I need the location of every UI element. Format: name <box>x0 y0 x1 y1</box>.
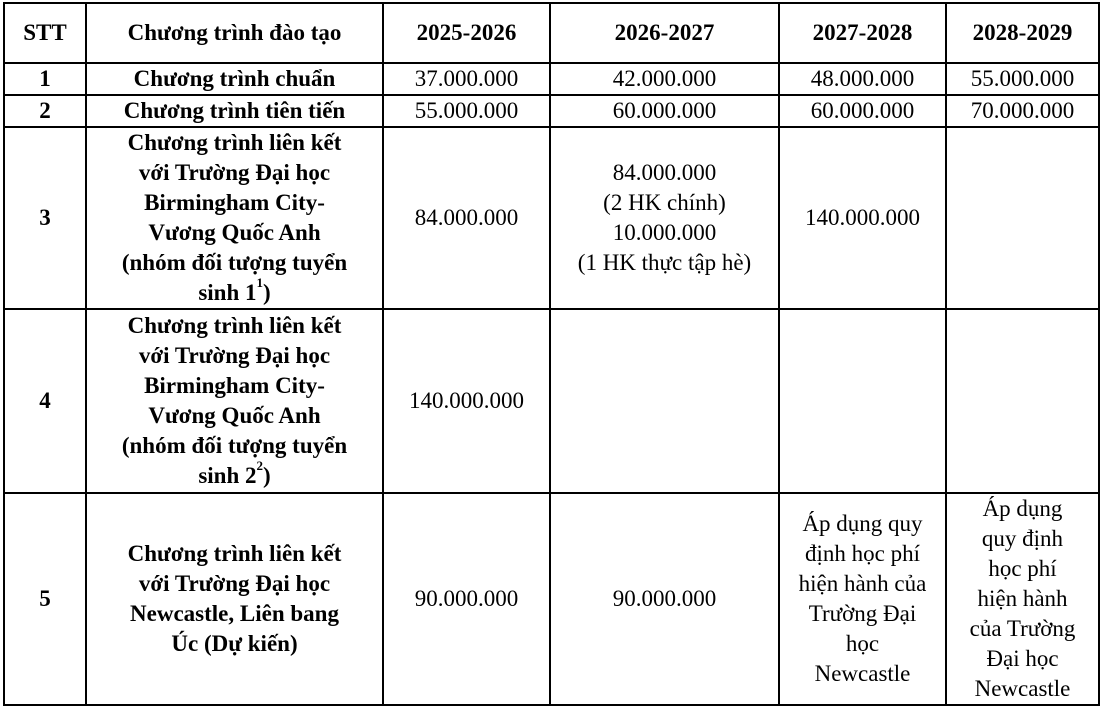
fee-line: (1 HK thực tập hè) <box>577 250 752 275</box>
fee-line: Áp dụng <box>982 496 1063 521</box>
fee-2026-2027: 42.000.000 <box>550 63 779 95</box>
table-row <box>4 95 1099 127</box>
fee-line: học phí <box>988 556 1057 581</box>
program-line <box>90 275 379 308</box>
fee-2025-2026: 140.000.000 <box>383 309 550 493</box>
fee-2027-2028: 60.000.000 <box>779 95 946 127</box>
fee-line: hiện hành <box>977 586 1068 611</box>
program-line: Birmingham City- <box>144 190 325 215</box>
header-2027-2028: 2027-2028 <box>779 3 946 63</box>
table-row <box>4 63 1099 95</box>
row-program: Chương trình chuẩn <box>86 63 383 95</box>
program-line: Birmingham City- <box>144 373 325 398</box>
fee-line: Đại học <box>986 646 1059 671</box>
program-line: Chương trình liên kết <box>127 130 342 155</box>
fee-2025-2026: 55.000.000 <box>383 95 550 127</box>
program-line: (nhóm đối tượng tuyển <box>121 250 348 275</box>
fee-line: quy định <box>981 526 1064 551</box>
fee-line: định học phí <box>805 541 920 566</box>
row-program <box>86 309 383 493</box>
program-line-text: sinh 2 <box>198 463 257 488</box>
fee-2026-2027: 90.000.000 <box>550 493 779 705</box>
program-line-close: ) <box>263 463 271 488</box>
fee-line: của Trường <box>969 616 1076 641</box>
header-2026-2027: 2026-2027 <box>550 3 779 63</box>
fee-2026-2027 <box>550 309 779 493</box>
program-line-close: ) <box>263 280 271 305</box>
row-program: Chương trình tiên tiến <box>86 95 383 127</box>
footnote-marker: 1 <box>256 275 263 291</box>
program-line: Chương trình liên kết <box>127 313 342 338</box>
program-line: với Trường Đại học <box>138 343 331 368</box>
fee-2028-2029 <box>946 309 1099 493</box>
fee-2027-2028: 48.000.000 <box>779 63 946 95</box>
table-row <box>4 127 1099 309</box>
program-line: Newcastle, Liên bang <box>130 601 339 626</box>
fee-2027-2028 <box>779 309 946 493</box>
row-stt: 2 <box>4 95 86 127</box>
footnote-marker: 2 <box>256 458 263 474</box>
row-program <box>86 127 383 309</box>
row-stt: 4 <box>4 309 86 493</box>
fee-2028-2029 <box>946 493 1099 705</box>
fee-line: Trường Đại <box>808 601 917 626</box>
program-line-text: sinh 1 <box>198 280 257 305</box>
program-line: Chương trình liên kết <box>127 541 342 566</box>
fee-line: hiện hành của <box>798 571 927 596</box>
program-line: Vương Quốc Anh <box>148 403 321 428</box>
fee-2027-2028: 140.000.000 <box>779 127 946 309</box>
table-row <box>4 309 1099 493</box>
program-line: với Trường Đại học <box>138 571 331 596</box>
tuition-table <box>3 2 1100 706</box>
fee-line: Newcastle <box>974 676 1071 701</box>
header-2025-2026: 2025-2026 <box>383 3 550 63</box>
program-line: với Trường Đại học <box>138 160 331 185</box>
fee-2027-2028 <box>779 493 946 705</box>
header-row <box>4 3 1099 63</box>
fee-2026-2027: 60.000.000 <box>550 95 779 127</box>
fee-2026-2027 <box>550 127 779 309</box>
row-stt: 1 <box>4 63 86 95</box>
fee-2025-2026: 84.000.000 <box>383 127 550 309</box>
header-stt: STT <box>4 3 86 63</box>
fee-line: học <box>845 631 880 656</box>
fee-2025-2026: 37.000.000 <box>383 63 550 95</box>
row-stt: 3 <box>4 127 86 309</box>
header-2028-2029: 2028-2029 <box>946 3 1099 63</box>
program-line: (nhóm đối tượng tuyển <box>121 433 348 458</box>
fee-2028-2029: 70.000.000 <box>946 95 1099 127</box>
fee-line: 84.000.000 <box>612 160 717 185</box>
program-line <box>90 458 379 491</box>
fee-2028-2029: 55.000.000 <box>946 63 1099 95</box>
fee-line: Áp dụng quy <box>802 511 923 536</box>
fee-line: Newcastle <box>814 661 911 686</box>
fee-2025-2026: 90.000.000 <box>383 493 550 705</box>
row-program <box>86 493 383 705</box>
row-stt: 5 <box>4 493 86 705</box>
program-line: Vương Quốc Anh <box>148 220 321 245</box>
header-program: Chương trình đào tạo <box>86 3 383 63</box>
table-row <box>4 493 1099 705</box>
fee-2028-2029 <box>946 127 1099 309</box>
fee-line: 10.000.000 <box>612 220 717 245</box>
program-line: Úc (Dự kiến) <box>171 631 298 656</box>
fee-line: (2 HK chính) <box>603 190 726 215</box>
